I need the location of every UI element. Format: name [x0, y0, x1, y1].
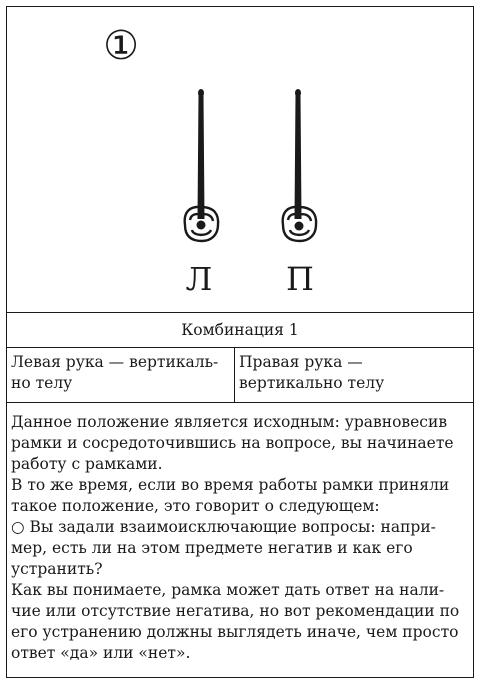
description-paragraph: ○ Вы задали взаимоисключающие вопросы: напри-мер, есть ли на этом предмете негатив и как его устранить?	[11, 518, 436, 578]
description-paragraph: Данное положение является исходным: уравновесив рамки и сосредоточившись на вопросе, вы начинаете работу с рамками.	[11, 413, 454, 473]
divider	[7, 402, 473, 403]
number-badge: ①	[103, 23, 139, 69]
right-hand-cell: Правая рука — вертикально телу	[239, 353, 385, 392]
description-block	[11, 412, 471, 664]
right-rod-icon	[295, 89, 302, 219]
column-divider	[234, 347, 235, 402]
hands-illustration	[7, 7, 473, 312]
right-hand-label: П	[286, 260, 314, 298]
left-hand-cell: Левая рука — вертикаль-но телу	[11, 353, 219, 392]
left-hand-label: Л	[185, 260, 213, 298]
divider	[7, 347, 473, 348]
combination-title: Комбинация 1	[181, 321, 299, 339]
description-paragraph: В то же время, если во время работы рамки приняли такое положение, это говорит о следующем:	[11, 476, 450, 515]
description-paragraph: Как вы понимаете, рамка может дать ответ на нали-чие или отсутствие негатива, но вот рекомендации по его устранению должны выглядеть иначе, чем просто ответ «да» или «нет».	[11, 581, 460, 662]
combination-card	[6, 6, 474, 678]
left-rod-icon	[198, 89, 205, 219]
